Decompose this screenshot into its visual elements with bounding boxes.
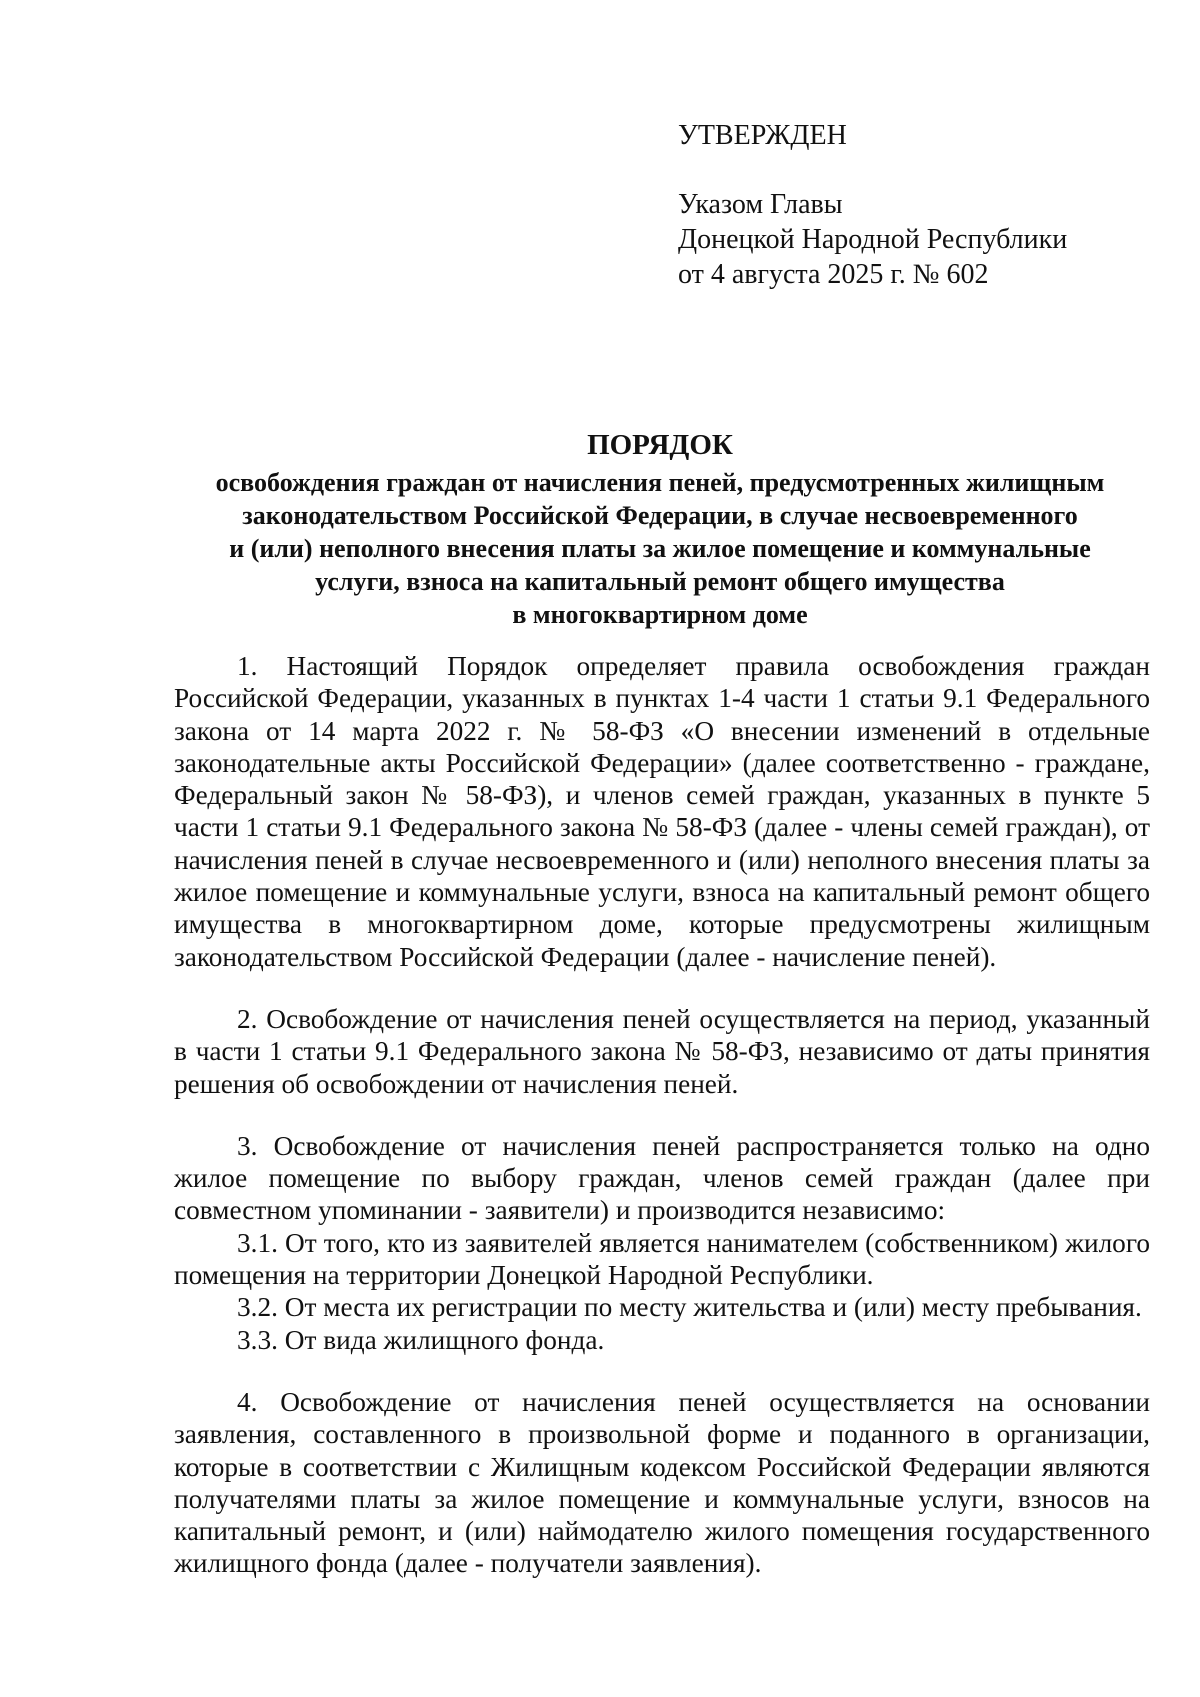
document-subtitle [170,466,1150,631]
paragraph-3-3: 3.3. От вида жилищного фонда. [237,1324,605,1355]
approved-heading: УТВЕРЖДЕН [678,120,847,151]
document-body [174,650,1150,1580]
document-title: ПОРЯДОК [587,429,733,461]
document-title-block [170,426,1150,631]
paragraph-3-1: 3.1. От того, кто из заявителей является нанимателем (собственником) жилого помещения на территории Донецкой Народной Республики. [174,1227,1150,1291]
subtitle-line: услуги, взноса на капитальный ремонт общего имущества [315,567,1005,596]
subtitle-line: и (или) неполного внесения платы за жилое помещение и коммунальные [229,534,1091,563]
subtitle-line: в многоквартирном доме [512,600,808,629]
paragraph-2: 2. Освобождение от начисления пеней осуществляется на период, указанный в части 1 статьи 9.1 Федерального закона № 58-ФЗ, независимо от даты принятия решения об освобождении от начисления пеней. [174,1003,1150,1099]
approval-line-2: Донецкой Народной Республики [678,224,1068,255]
paragraph-4: 4. Освобождение от начисления пеней осуществляется на основании заявления, составленного в произвольной форме и поданного в организации, которые в соответствии с Жилищным кодексом Российской Федерации являются получателями платы за жилое помещение и коммунальные услуги, взносов на капитальный ремонт, и (или) наймодателю жилого помещения государственного жилищного фонда (далее - получатели заявления). [174,1386,1150,1579]
paragraph-3: 3. Освобождение от начисления пеней распространяется только на одно жилое помещение по выбору граждан, членов семей граждан (далее при совместном упоминании - заявители) и производится независимо: [174,1130,1150,1226]
subtitle-line: освобождения граждан от начисления пеней, предусмотренных жилищным [215,468,1105,497]
paragraph-3-2: 3.2. От места их регистрации по месту жительства и (или) месту пребывания. [237,1292,1142,1323]
paragraph-1: 1. Настоящий Порядок определяет правила освобождения граждан Российской Федерации, указанных в пунктах 1-4 части 1 статьи 9.1 Федерального закона от 14 марта 2022 г. № 58-ФЗ «О внесении изменений в отдельные законодательные акты Российской Федерации» (далее соответственно - граждане, Федеральный закон № 58-ФЗ), и членов семей граждан, указанных в пункте 5 части 1 статьи 9.1 Федерального закона № 58-ФЗ (далее - члены семей граждан), от начисления пеней в случае несвоевременного и (или) неполного внесения платы за жилое помещение и коммунальные услуги, взноса на капитальный ремонт общего имущества в многоквартирном доме, которые предусмотрены жилищным законодательством Российской Федерации (далее - начисление пеней). [174,651,1150,972]
approval-line-3: от 4 августа 2025 г. № 602 [678,259,989,290]
subtitle-line: законодательством Российской Федерации, в случае несвоевременного [242,501,1078,530]
approval-stamp-block [678,118,1067,292]
approval-line-1: Указом Главы [678,189,843,220]
